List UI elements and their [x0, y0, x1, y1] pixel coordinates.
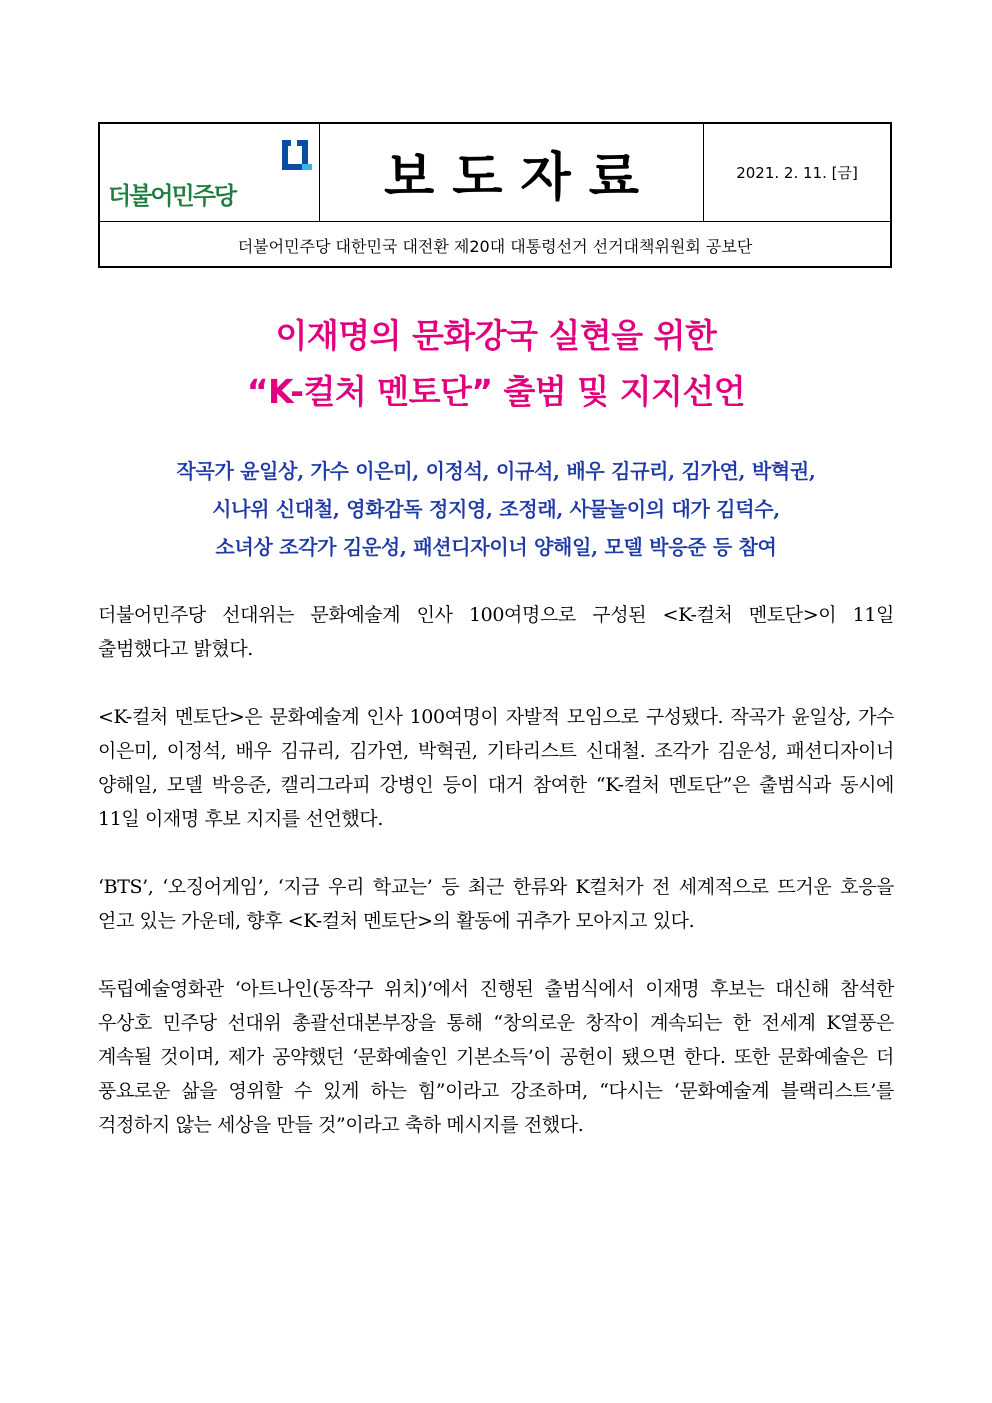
party-logo-cell [100, 124, 320, 221]
headline-line-1: 이재명의 문화강국 실현을 위한 [275, 316, 717, 355]
release-date: 2021. 2. 11. [금] [736, 164, 858, 182]
headline-line-2: “K-컬처 멘토단” 출범 및 지지선언 [246, 372, 746, 411]
document-type-cell [320, 124, 704, 221]
document-type-title: 보도자료 [384, 148, 657, 208]
paragraph-2: <K-컬처 멘토단>은 문화예술계 인사 100여명이 자발적 모임으로 구성됐다. 작곡가 윤일상, 가수 이은미, 이정석, 배우 김규리, 김가연, 박혁권, 기타리스트 신대철. 조각가 김운성, 패션디자이너 양해일, 모델 박응준, 캘리그라피 강병인 등이 대거 참여한 “K-컬처 멘토단”은 출범식과 동시에 11일 이재명 후보 지지를 선언했다. [98, 706, 894, 830]
header-top-row [100, 124, 890, 222]
paragraph-1: 더불어민주당 선대위는 문화예술계 인사 100여명으로 구성된 <K-컬처 멘토단>이 11일 출범했다고 밝혔다. [98, 604, 894, 660]
party-logo-text: 더불어민주당 [108, 182, 236, 210]
subheadline-line-3: 소녀상 조각가 김운성, 패션디자이너 양해일, 모델 박응준 등 참여 [215, 535, 777, 559]
body-text [98, 598, 894, 1176]
party-logo-icon [280, 138, 312, 176]
issuer-line: 더불어민주당 대한민국 대전환 제20대 대통령선거 선거대책위원회 공보단 [237, 236, 753, 256]
subheadline [0, 452, 992, 566]
subheadline-line-1: 작곡가 윤일상, 가수 이은미, 이정석, 이규석, 배우 김규리, 김가연, 박혁권, [176, 459, 816, 483]
headline [0, 308, 992, 420]
paragraph-4: 독립예술영화관 ‘아트나인(동작구 위치)’에서 진행된 출범식에서 이재명 후보는 대신해 참석한 우상호 민주당 선대위 총괄선대본부장을 통해 “창의로운 창작이 계속되는 한 전세계 K열풍은 계속될 것이며, 제가 공약했던 ‘문화예술인 기본소득’이 공헌이 됐으면 한다. 또한 문화예술은 더 풍요로운 삶을 영위할 수 있게 하는 힘”이라고 강조하며, “다시는 ‘문화예술계 블랙리스트’를 걱정하지 않는 세상을 만들 것”이라고 축하 메시지를 전했다. [98, 978, 894, 1136]
paragraph-3: ‘BTS’, ‘오징어게임’, ‘지금 우리 학교는’ 등 최근 한류와 K컬처가 전 세계적으로 뜨거운 호응을 얻고 있는 가운데, 향후 <K-컬처 멘토단>의 활동에 귀추가 모아지고 있다. [98, 876, 894, 932]
header-box [98, 122, 892, 268]
subheadline-line-2: 시나위 신대철, 영화감독 정지영, 조정래, 사물놀이의 대가 김덕수, [212, 497, 780, 521]
